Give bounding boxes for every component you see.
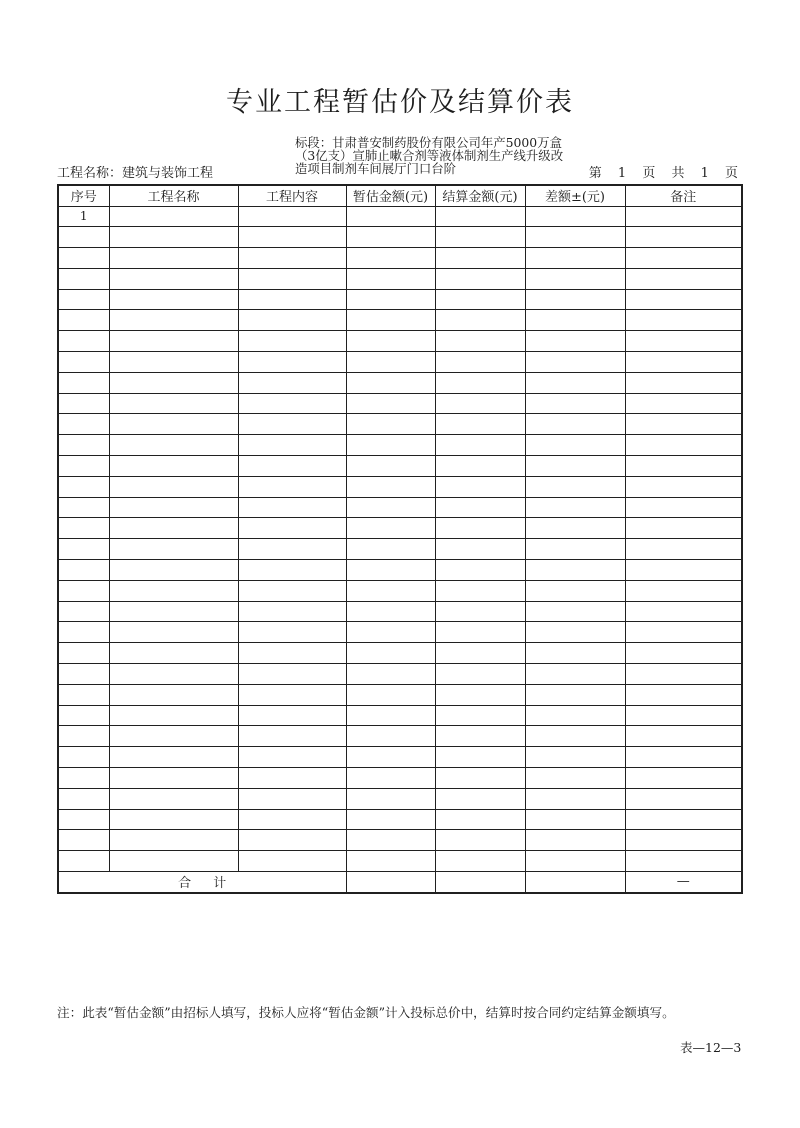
empty-cell — [109, 372, 238, 393]
bid-section-line: 造项目制剂车间展厅门口台阶 — [295, 160, 457, 176]
empty-cell — [525, 476, 625, 497]
empty-cell — [238, 331, 346, 352]
empty-cell — [435, 518, 525, 539]
empty-cell — [625, 580, 742, 601]
table-row — [58, 372, 742, 393]
table-row — [58, 393, 742, 414]
empty-cell — [525, 664, 625, 685]
empty-cell — [525, 726, 625, 747]
empty-cell — [238, 809, 346, 830]
table-row — [58, 809, 742, 830]
empty-cell — [525, 601, 625, 622]
footnote: 注：此表“暂估金额”由招标人填写，投标人应将“暂估金额”计入投标总价中，结算时按合同约定结算金额填写。 — [57, 1005, 675, 1020]
empty-cell — [238, 560, 346, 581]
empty-cell — [525, 705, 625, 726]
empty-cell — [346, 352, 435, 373]
empty-cell — [435, 580, 525, 601]
table-row — [58, 768, 742, 789]
empty-cell — [346, 497, 435, 518]
empty-cell — [109, 539, 238, 560]
empty-cell — [238, 601, 346, 622]
empty-cell — [525, 352, 625, 373]
empty-cell — [525, 248, 625, 269]
total-row — [58, 872, 742, 893]
serial-cell — [58, 809, 109, 830]
table-row — [58, 497, 742, 518]
table-row — [58, 788, 742, 809]
table-row — [58, 684, 742, 705]
empty-cell — [525, 518, 625, 539]
empty-cell — [525, 268, 625, 289]
empty-cell — [346, 539, 435, 560]
empty-cell — [435, 331, 525, 352]
empty-cell — [625, 788, 742, 809]
serial-cell — [58, 747, 109, 768]
empty-cell — [238, 227, 346, 248]
table-footer — [58, 872, 742, 893]
empty-cell — [525, 414, 625, 435]
empty-cell — [109, 643, 238, 664]
empty-cell — [109, 310, 238, 331]
empty-cell — [435, 289, 525, 310]
empty-cell — [625, 726, 742, 747]
empty-cell — [238, 705, 346, 726]
serial-cell — [58, 352, 109, 373]
empty-cell — [625, 684, 742, 705]
empty-cell — [346, 788, 435, 809]
empty-cell — [625, 289, 742, 310]
column-header-project-name: 工程名称 — [109, 185, 238, 206]
empty-cell — [525, 830, 625, 851]
empty-cell — [525, 768, 625, 789]
empty-cell — [625, 747, 742, 768]
table-row — [58, 539, 742, 560]
serial-cell — [58, 331, 109, 352]
empty-cell — [625, 539, 742, 560]
empty-cell — [238, 684, 346, 705]
empty-cell — [435, 622, 525, 643]
page-title: 专业工程暂估价及结算价表 — [226, 87, 574, 118]
empty-cell — [238, 435, 346, 456]
table-row — [58, 206, 742, 227]
empty-cell — [625, 310, 742, 331]
empty-cell — [625, 560, 742, 581]
empty-cell — [238, 788, 346, 809]
empty-cell — [525, 310, 625, 331]
empty-cell — [109, 809, 238, 830]
empty-cell — [109, 851, 238, 872]
serial-cell — [58, 414, 109, 435]
empty-cell — [625, 830, 742, 851]
empty-cell — [346, 456, 435, 477]
table-row — [58, 268, 742, 289]
table-row — [58, 248, 742, 269]
empty-cell — [625, 622, 742, 643]
empty-cell — [238, 372, 346, 393]
empty-cell — [109, 456, 238, 477]
empty-cell — [346, 289, 435, 310]
serial-cell — [58, 788, 109, 809]
column-header-provisional-amount: 暂估金额(元) — [346, 185, 435, 206]
empty-cell — [525, 622, 625, 643]
serial-cell — [58, 456, 109, 477]
total-provisional-cell — [346, 872, 435, 893]
empty-cell — [109, 352, 238, 373]
empty-cell — [435, 560, 525, 581]
empty-cell — [109, 248, 238, 269]
empty-cell — [625, 331, 742, 352]
empty-cell — [625, 227, 742, 248]
empty-cell — [435, 393, 525, 414]
empty-cell — [525, 331, 625, 352]
total-difference-cell — [525, 872, 625, 893]
empty-cell — [435, 726, 525, 747]
empty-cell — [238, 456, 346, 477]
empty-cell — [435, 684, 525, 705]
empty-cell — [525, 809, 625, 830]
empty-cell — [238, 414, 346, 435]
empty-cell — [625, 393, 742, 414]
empty-cell — [525, 560, 625, 581]
empty-cell — [238, 497, 346, 518]
page-number-indicator: 第 1 页 共 1 页 — [588, 166, 738, 181]
table-row — [58, 352, 742, 373]
table-row — [58, 601, 742, 622]
empty-cell — [238, 830, 346, 851]
table-row — [58, 851, 742, 872]
empty-cell — [435, 768, 525, 789]
serial-cell — [58, 705, 109, 726]
empty-cell — [625, 518, 742, 539]
total-label: 合 计 — [58, 872, 346, 893]
empty-cell — [346, 248, 435, 269]
empty-cell — [525, 684, 625, 705]
empty-cell — [109, 788, 238, 809]
empty-cell — [109, 435, 238, 456]
empty-cell — [525, 206, 625, 227]
empty-cell — [435, 435, 525, 456]
empty-cell — [109, 705, 238, 726]
table-row — [58, 664, 742, 685]
empty-cell — [238, 393, 346, 414]
table-row — [58, 414, 742, 435]
empty-cell — [346, 768, 435, 789]
empty-cell — [346, 372, 435, 393]
empty-cell — [435, 248, 525, 269]
empty-cell — [625, 372, 742, 393]
empty-cell — [435, 601, 525, 622]
empty-cell — [525, 393, 625, 414]
empty-cell — [346, 331, 435, 352]
empty-cell — [109, 664, 238, 685]
empty-cell — [109, 393, 238, 414]
serial-cell — [58, 476, 109, 497]
empty-cell — [109, 768, 238, 789]
empty-cell — [525, 851, 625, 872]
empty-cell — [346, 851, 435, 872]
empty-cell — [435, 310, 525, 331]
empty-cell — [625, 705, 742, 726]
table-row — [58, 289, 742, 310]
empty-cell — [625, 248, 742, 269]
table-row — [58, 747, 742, 768]
empty-cell — [435, 352, 525, 373]
empty-cell — [346, 476, 435, 497]
bid-section-line: 标段：甘肃普安制药股份有限公司年产5000万盒 — [295, 135, 562, 150]
empty-cell — [435, 372, 525, 393]
empty-cell — [346, 560, 435, 581]
header-row — [58, 185, 742, 206]
empty-cell — [346, 206, 435, 227]
empty-cell — [625, 768, 742, 789]
provisional-price-table — [57, 184, 743, 894]
serial-cell — [58, 539, 109, 560]
empty-cell — [435, 830, 525, 851]
table-row — [58, 331, 742, 352]
serial-cell — [58, 726, 109, 747]
empty-cell — [238, 580, 346, 601]
empty-cell — [625, 476, 742, 497]
serial-cell — [58, 580, 109, 601]
empty-cell — [346, 580, 435, 601]
empty-cell — [625, 601, 742, 622]
serial-cell — [58, 289, 109, 310]
empty-cell — [435, 497, 525, 518]
table-row — [58, 435, 742, 456]
empty-cell — [435, 456, 525, 477]
empty-cell — [625, 497, 742, 518]
empty-cell — [435, 268, 525, 289]
column-header-settlement-amount: 结算金额(元) — [435, 185, 525, 206]
empty-cell — [238, 643, 346, 664]
empty-cell — [109, 497, 238, 518]
empty-cell — [238, 310, 346, 331]
empty-cell — [109, 268, 238, 289]
empty-cell — [238, 206, 346, 227]
table-row — [58, 580, 742, 601]
empty-cell — [346, 414, 435, 435]
empty-cell — [109, 518, 238, 539]
serial-cell — [58, 310, 109, 331]
serial-cell — [58, 622, 109, 643]
table-row — [58, 560, 742, 581]
empty-cell — [625, 664, 742, 685]
empty-cell — [109, 227, 238, 248]
empty-cell — [346, 310, 435, 331]
serial-cell — [58, 560, 109, 581]
empty-cell — [346, 268, 435, 289]
empty-cell — [435, 705, 525, 726]
empty-cell — [109, 580, 238, 601]
empty-cell — [435, 227, 525, 248]
serial-cell — [58, 393, 109, 414]
empty-cell — [238, 851, 346, 872]
empty-cell — [109, 476, 238, 497]
empty-cell — [238, 268, 346, 289]
serial-cell — [58, 227, 109, 248]
serial-cell: 1 — [58, 206, 109, 227]
empty-cell — [238, 248, 346, 269]
bid-section-line: （3亿支）宣肺止嗽合剂等液体制剂生产线升级改 — [295, 147, 564, 163]
table-row — [58, 456, 742, 477]
serial-cell — [58, 497, 109, 518]
empty-cell — [346, 518, 435, 539]
table-row — [58, 476, 742, 497]
serial-cell — [58, 372, 109, 393]
serial-cell — [58, 601, 109, 622]
empty-cell — [435, 206, 525, 227]
empty-cell — [109, 622, 238, 643]
empty-cell — [435, 539, 525, 560]
table-row — [58, 518, 742, 539]
empty-cell — [525, 788, 625, 809]
empty-cell — [346, 227, 435, 248]
empty-cell — [238, 289, 346, 310]
table-row — [58, 830, 742, 851]
empty-cell — [625, 456, 742, 477]
empty-cell — [525, 539, 625, 560]
empty-cell — [109, 726, 238, 747]
total-settlement-cell — [435, 872, 525, 893]
bid-section-description — [295, 137, 563, 176]
empty-cell — [109, 830, 238, 851]
empty-cell — [109, 747, 238, 768]
serial-cell — [58, 268, 109, 289]
empty-cell — [435, 747, 525, 768]
total-remark-cell: — — [625, 872, 742, 893]
empty-cell — [346, 747, 435, 768]
form-code: 表—12—3 — [680, 1040, 742, 1055]
empty-cell — [346, 601, 435, 622]
column-header-difference: 差额±(元) — [525, 185, 625, 206]
empty-cell — [435, 476, 525, 497]
table-row — [58, 310, 742, 331]
column-header-remark: 备注 — [625, 185, 742, 206]
empty-cell — [109, 601, 238, 622]
empty-cell — [109, 289, 238, 310]
empty-cell — [346, 664, 435, 685]
empty-cell — [625, 435, 742, 456]
column-header-work-content: 工程内容 — [238, 185, 346, 206]
empty-cell — [435, 788, 525, 809]
empty-cell — [525, 456, 625, 477]
table-row — [58, 622, 742, 643]
empty-cell — [238, 726, 346, 747]
table-row — [58, 227, 742, 248]
empty-cell — [238, 518, 346, 539]
serial-cell — [58, 851, 109, 872]
empty-cell — [109, 560, 238, 581]
empty-cell — [346, 684, 435, 705]
project-name: 工程名称：建筑与装饰工程 — [57, 166, 214, 181]
empty-cell — [109, 414, 238, 435]
empty-cell — [238, 664, 346, 685]
empty-cell — [346, 393, 435, 414]
empty-cell — [346, 830, 435, 851]
empty-cell — [525, 747, 625, 768]
empty-cell — [525, 580, 625, 601]
empty-cell — [525, 435, 625, 456]
empty-cell — [238, 747, 346, 768]
empty-cell — [525, 227, 625, 248]
empty-cell — [625, 206, 742, 227]
empty-cell — [346, 622, 435, 643]
empty-cell — [525, 497, 625, 518]
table-row — [58, 705, 742, 726]
serial-cell — [58, 664, 109, 685]
empty-cell — [238, 768, 346, 789]
serial-cell — [58, 768, 109, 789]
empty-cell — [109, 331, 238, 352]
table-row — [58, 643, 742, 664]
empty-cell — [238, 352, 346, 373]
empty-cell — [625, 268, 742, 289]
empty-cell — [625, 809, 742, 830]
empty-cell — [109, 206, 238, 227]
empty-cell — [238, 539, 346, 560]
empty-cell — [238, 622, 346, 643]
serial-cell — [58, 830, 109, 851]
empty-cell — [435, 851, 525, 872]
empty-cell — [625, 643, 742, 664]
empty-cell — [435, 643, 525, 664]
empty-cell — [238, 476, 346, 497]
column-header-serial: 序号 — [58, 185, 109, 206]
empty-cell — [346, 643, 435, 664]
empty-cell — [525, 289, 625, 310]
serial-cell — [58, 684, 109, 705]
serial-cell — [58, 643, 109, 664]
empty-cell — [625, 414, 742, 435]
empty-cell — [525, 372, 625, 393]
empty-cell — [435, 809, 525, 830]
serial-cell — [58, 518, 109, 539]
empty-cell — [625, 851, 742, 872]
serial-cell — [58, 435, 109, 456]
empty-cell — [625, 352, 742, 373]
empty-cell — [346, 809, 435, 830]
empty-cell — [346, 435, 435, 456]
table-row — [58, 726, 742, 747]
empty-cell — [109, 684, 238, 705]
empty-cell — [346, 726, 435, 747]
empty-cell — [346, 705, 435, 726]
table-body — [58, 206, 742, 872]
serial-cell — [58, 248, 109, 269]
empty-cell — [435, 414, 525, 435]
empty-cell — [525, 643, 625, 664]
table-header — [58, 185, 742, 206]
empty-cell — [435, 664, 525, 685]
